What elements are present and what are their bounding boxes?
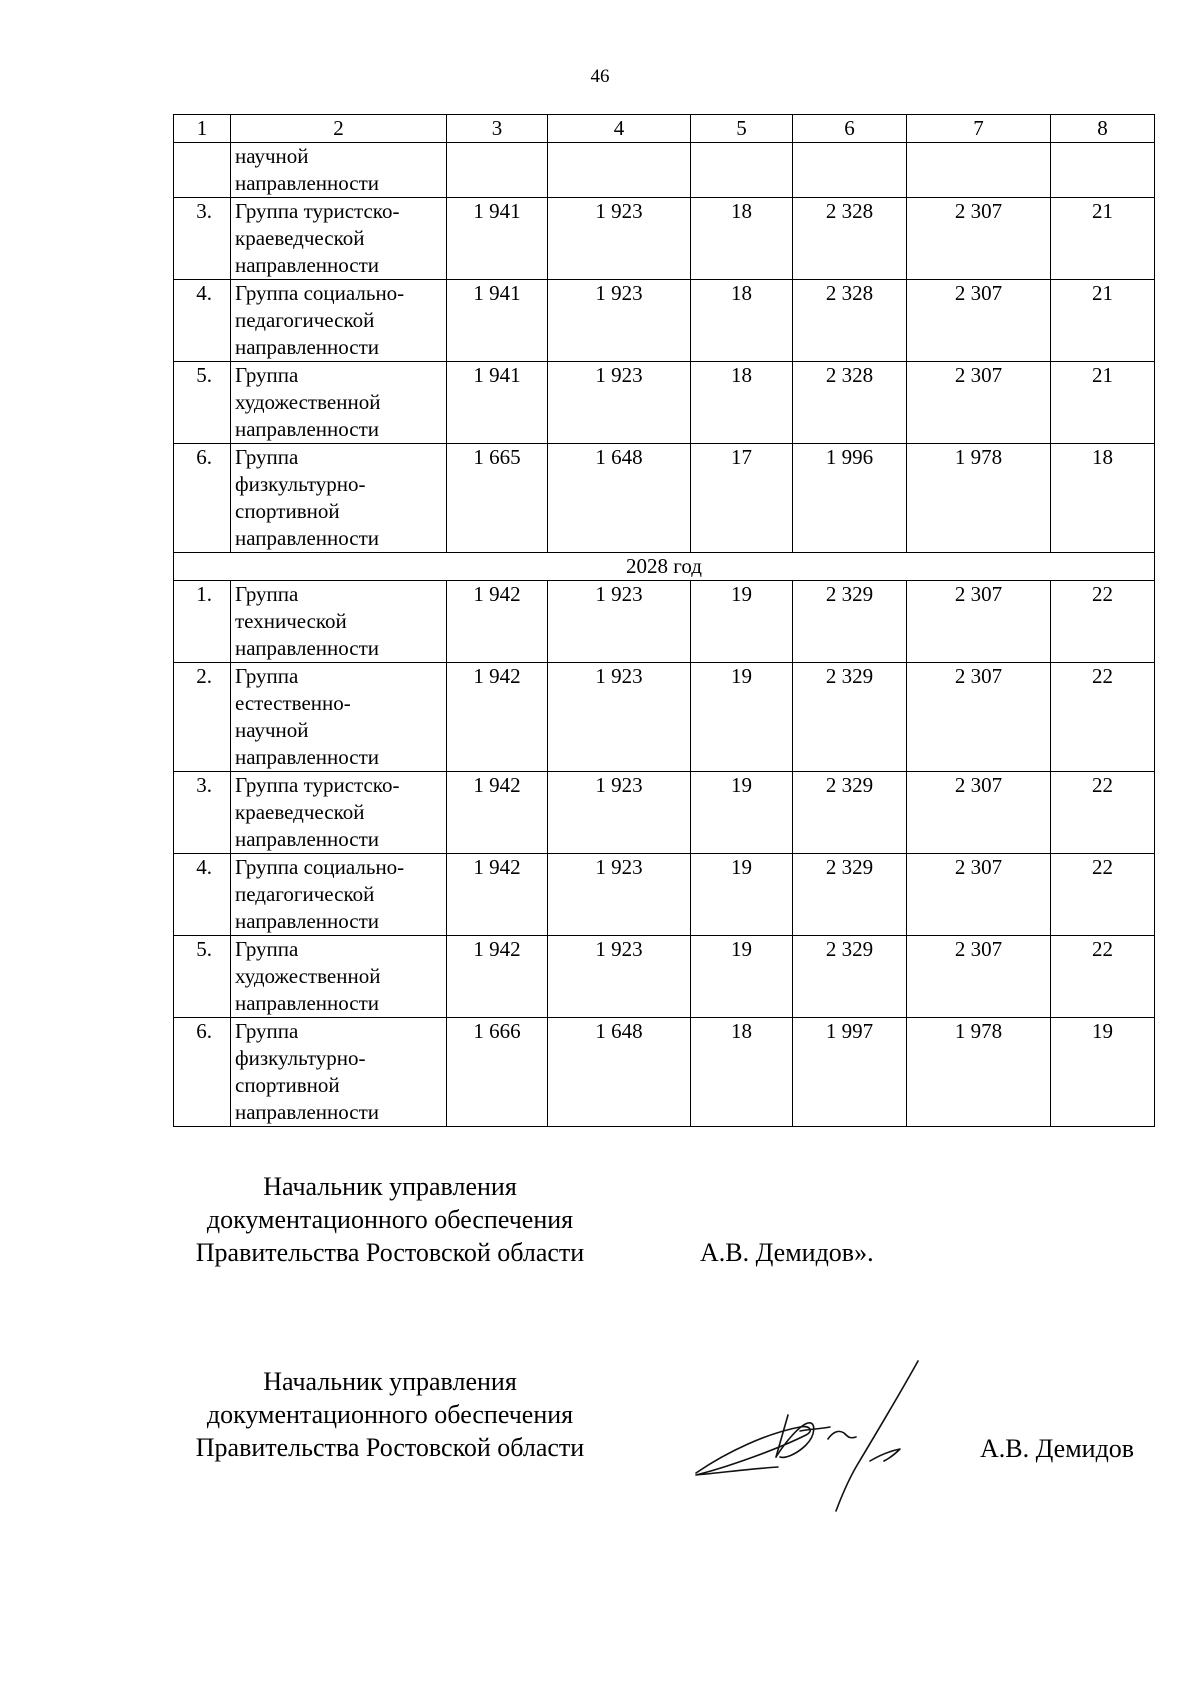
signature-title-line: документационного обеспечения: [206, 1400, 574, 1429]
value-cell-c6: 2 328: [793, 280, 907, 362]
row-name-line: направленности: [235, 636, 380, 660]
value-cell-c6: 2 329: [793, 936, 907, 1018]
signature-title-line: Правительства Ростовской области: [195, 1238, 585, 1267]
value-cell-c8: 19: [1051, 1018, 1155, 1127]
handwritten-signature: [688, 1357, 938, 1517]
value-cell-c8: [1051, 143, 1155, 198]
table-row: [174, 663, 1155, 772]
row-name-line: научной: [235, 144, 309, 168]
value-cell-c3: 1 942: [447, 854, 548, 936]
table-row: [174, 362, 1155, 444]
value-cell-c8: 21: [1051, 198, 1155, 280]
signature-title-line: документационного обеспечения: [206, 1205, 574, 1234]
year-section-row: [174, 553, 1155, 581]
header-cell-8: 8: [1051, 115, 1155, 143]
row-name-line: краеведческой: [235, 226, 365, 250]
header-cell-5: 5: [691, 115, 793, 143]
row-name: [231, 280, 447, 362]
value-cell-c5: 19: [691, 936, 793, 1018]
value-cell-c3: 1 941: [447, 362, 548, 444]
value-cell-c5: 18: [691, 1018, 793, 1127]
value-cell-c3: 1 941: [447, 280, 548, 362]
row-name-line: педагогической: [235, 882, 375, 906]
row-index: 1.: [174, 581, 231, 663]
value-cell-c3: 1 942: [447, 663, 548, 772]
row-name-line: педагогической: [235, 308, 375, 332]
row-name-line: направленности: [235, 991, 380, 1015]
signature-title-line: Правительства Ростовской области: [195, 1433, 585, 1462]
value-cell-c8: 22: [1051, 772, 1155, 854]
value-cell-c7: 2 307: [907, 772, 1051, 854]
row-name-line: направленности: [235, 335, 380, 359]
row-name-line: научной: [235, 718, 309, 742]
signature-block-2-name: А.В. Демидов: [980, 1434, 1135, 1463]
row-index: 4.: [174, 854, 231, 936]
row-name: [231, 581, 447, 663]
table-row: [174, 1018, 1155, 1127]
row-name-line: направленности: [235, 171, 380, 195]
value-cell-c4: 1 923: [548, 663, 691, 772]
row-name-line: Группа социально-: [235, 855, 405, 879]
table-row: [174, 772, 1155, 854]
value-cell-c3: 1 942: [447, 772, 548, 854]
row-name: [231, 854, 447, 936]
value-cell-c6: 2 328: [793, 198, 907, 280]
row-name: [231, 663, 447, 772]
row-name-line: естественно-: [235, 691, 351, 715]
row-name-line: направленности: [235, 909, 380, 933]
row-name-line: спортивной: [235, 499, 340, 523]
table-row: [174, 198, 1155, 280]
value-cell-c4: 1 923: [548, 772, 691, 854]
value-cell-c4: 1 923: [548, 936, 691, 1018]
row-name: [231, 143, 447, 198]
value-cell-c6: 2 328: [793, 362, 907, 444]
row-index: 2.: [174, 663, 231, 772]
value-cell-c7: 2 307: [907, 936, 1051, 1018]
header-cell-1: 1: [174, 115, 231, 143]
header-cell-3: 3: [447, 115, 548, 143]
row-name-line: Группа: [235, 445, 299, 469]
row-name-line: Группа: [235, 664, 299, 688]
value-cell-c3: 1 666: [447, 1018, 548, 1127]
value-cell-c5: 19: [691, 581, 793, 663]
value-cell-c4: 1 923: [548, 362, 691, 444]
row-name-line: художественной: [235, 964, 381, 988]
row-name-line: физкультурно-: [235, 1046, 366, 1070]
value-cell-c5: 19: [691, 663, 793, 772]
signature-block-2-title: [170, 1365, 610, 1464]
table-header-row: [174, 115, 1155, 143]
row-name-line: Группа туристско-: [235, 199, 400, 223]
value-cell-c6: 1 997: [793, 1018, 907, 1127]
row-name: [231, 444, 447, 553]
value-cell-c5: 18: [691, 280, 793, 362]
row-index: 5.: [174, 936, 231, 1018]
row-name-line: Группа: [235, 582, 299, 606]
signature-title-line: Начальник управления: [263, 1172, 517, 1201]
row-name-line: Группа социально-: [235, 281, 405, 305]
page-number: 46: [590, 66, 610, 87]
value-cell-c8: 18: [1051, 444, 1155, 553]
signature-title-line: Начальник управления: [263, 1367, 517, 1396]
value-cell-c3: 1 942: [447, 936, 548, 1018]
value-cell-c8: 22: [1051, 854, 1155, 936]
value-cell-c3: 1 665: [447, 444, 548, 553]
row-index: 6.: [174, 1018, 231, 1127]
value-cell-c6: 1 996: [793, 444, 907, 553]
row-index: 4.: [174, 280, 231, 362]
header-cell-6: 6: [793, 115, 907, 143]
row-name-line: спортивной: [235, 1073, 340, 1097]
table-row: [174, 854, 1155, 936]
value-cell-c7: 2 307: [907, 362, 1051, 444]
value-cell-c5: 19: [691, 772, 793, 854]
row-name-line: направленности: [235, 253, 380, 277]
row-name: [231, 198, 447, 280]
value-cell-c5: 18: [691, 362, 793, 444]
signature-block-1-title: [170, 1170, 610, 1269]
table-row: [174, 280, 1155, 362]
row-name-line: краеведческой: [235, 800, 365, 824]
row-name-line: художественной: [235, 390, 381, 414]
row-name-line: Группа: [235, 937, 299, 961]
row-name-line: направленности: [235, 417, 380, 441]
value-cell-c5: [691, 143, 793, 198]
value-cell-c7: 1 978: [907, 444, 1051, 553]
value-cell-c4: 1 923: [548, 854, 691, 936]
value-cell-c4: 1 923: [548, 581, 691, 663]
row-name: [231, 936, 447, 1018]
row-index: 6.: [174, 444, 231, 553]
data-table: [173, 114, 1155, 1127]
value-cell-c8: 21: [1051, 362, 1155, 444]
row-name-line: направленности: [235, 827, 380, 851]
value-cell-c8: 22: [1051, 936, 1155, 1018]
value-cell-c7: 2 307: [907, 280, 1051, 362]
value-cell-c4: 1 923: [548, 198, 691, 280]
value-cell-c7: 2 307: [907, 663, 1051, 772]
row-name-line: направленности: [235, 1100, 380, 1124]
value-cell-c3: 1 942: [447, 581, 548, 663]
value-cell-c4: [548, 143, 691, 198]
header-cell-7: 7: [907, 115, 1051, 143]
row-name-line: Группа туристско-: [235, 773, 400, 797]
value-cell-c3: [447, 143, 548, 198]
value-cell-c8: 22: [1051, 663, 1155, 772]
table-row: [174, 444, 1155, 553]
table-row: [174, 581, 1155, 663]
row-name-line: Группа: [235, 1019, 299, 1043]
value-cell-c7: 2 307: [907, 581, 1051, 663]
value-cell-c6: 2 329: [793, 772, 907, 854]
header-cell-4: 4: [548, 115, 691, 143]
row-name-line: физкультурно-: [235, 472, 366, 496]
value-cell-c7: 1 978: [907, 1018, 1051, 1127]
value-cell-c7: [907, 143, 1051, 198]
row-name-line: Группа: [235, 363, 299, 387]
value-cell-c6: [793, 143, 907, 198]
value-cell-c6: 2 329: [793, 581, 907, 663]
row-name-line: технической: [235, 609, 347, 633]
table-body: [174, 115, 1155, 1127]
value-cell-c8: 22: [1051, 581, 1155, 663]
value-cell-c4: 1 923: [548, 280, 691, 362]
table-row: [174, 143, 1155, 198]
signature-block-1-name: А.В. Демидов».: [700, 1238, 874, 1267]
value-cell-c8: 21: [1051, 280, 1155, 362]
row-name-line: направленности: [235, 745, 380, 769]
value-cell-c3: 1 941: [447, 198, 548, 280]
value-cell-c7: 2 307: [907, 198, 1051, 280]
value-cell-c5: 17: [691, 444, 793, 553]
row-name: [231, 1018, 447, 1127]
row-name: [231, 362, 447, 444]
row-index: [174, 143, 231, 198]
header-cell-2: 2: [231, 115, 447, 143]
table-row: [174, 936, 1155, 1018]
row-name-line: направленности: [235, 526, 380, 550]
value-cell-c5: 19: [691, 854, 793, 936]
row-index: 3.: [174, 198, 231, 280]
year-label: 2028 год: [174, 553, 1155, 581]
row-index: 3.: [174, 772, 231, 854]
value-cell-c4: 1 648: [548, 1018, 691, 1127]
value-cell-c5: 18: [691, 198, 793, 280]
row-name: [231, 772, 447, 854]
value-cell-c4: 1 648: [548, 444, 691, 553]
value-cell-c7: 2 307: [907, 854, 1051, 936]
value-cell-c6: 2 329: [793, 663, 907, 772]
row-index: 5.: [174, 362, 231, 444]
value-cell-c6: 2 329: [793, 854, 907, 936]
